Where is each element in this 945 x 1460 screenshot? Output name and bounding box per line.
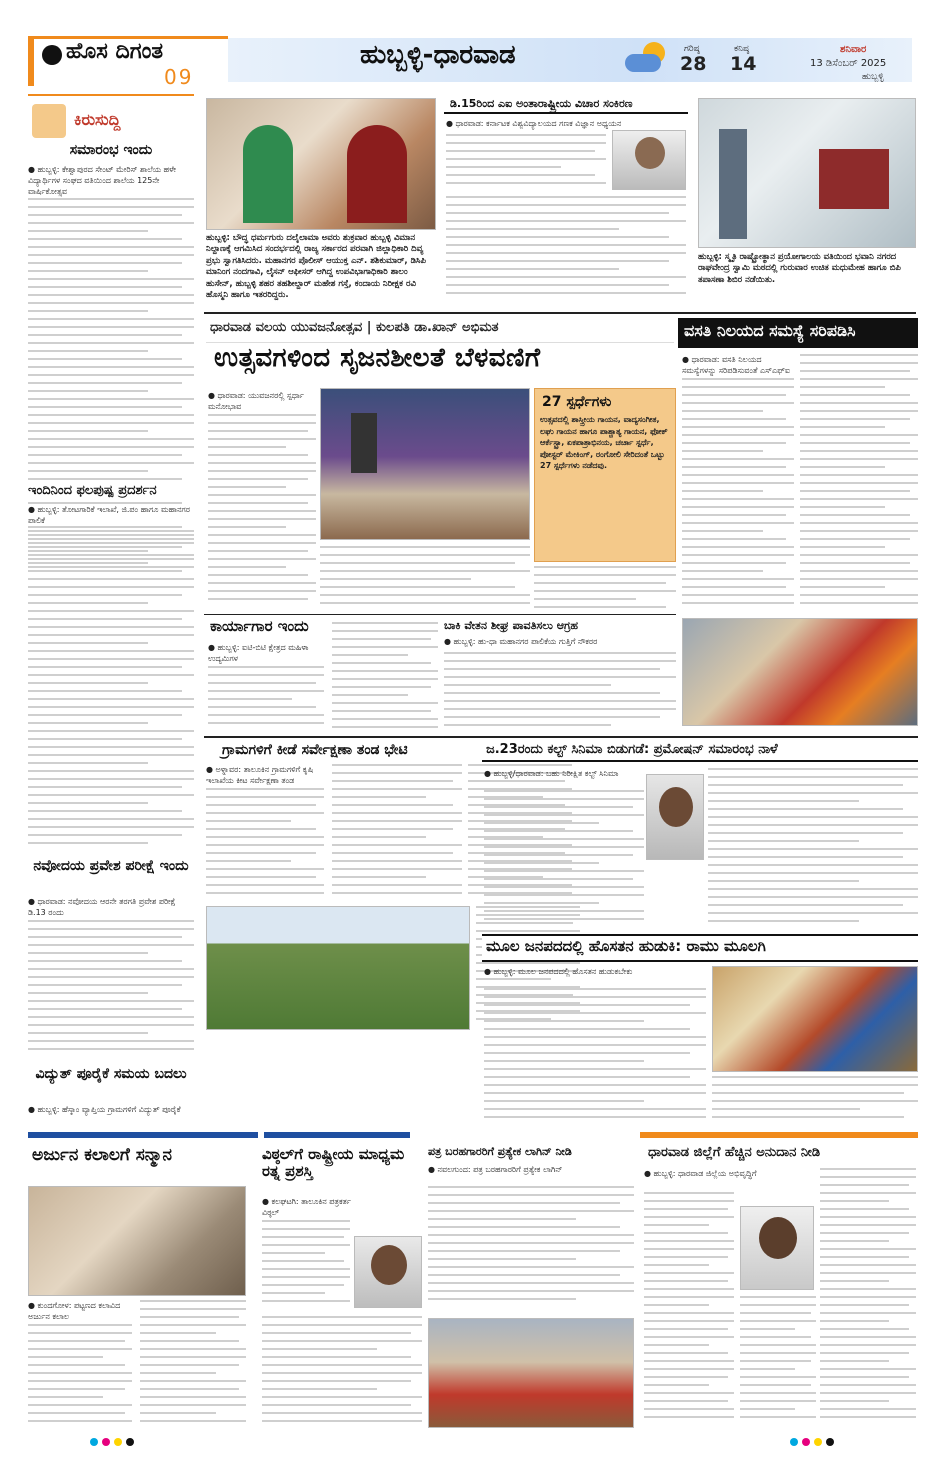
section-title: ಹುಬ್ಬಳ್ಳಿ-ಧಾರವಾಡ (360, 40, 516, 70)
arjuna-lead: ● ಕುಂದಗೋಳ: ಪಟ್ಟಣದ ಕಲಾವಿದ ಅರ್ಜುನ ಕಲಾಲ (28, 1301, 121, 1322)
vitthal-lead: ● ಕಲಘಟಗಿ: ತಾಲೂಕಿನ ಪತ್ರಕರ್ತ ವಿಠ್ಠಲ್ (262, 1197, 351, 1218)
survey-col-1 (206, 788, 324, 904)
max-temp-label: ಗರಿಷ್ಠ (684, 44, 700, 54)
registration-marks (90, 1438, 850, 1452)
conference-body (446, 134, 606, 192)
workshop-lead: ● ಹುಬ್ಬಳ್ಳಿ: ಐಟಿ-ಬಿಟಿ ಕ್ಷೇತ್ರದ ಮಹಿಳಾ ಉದ್ಯಮಿಗಳ (208, 643, 309, 664)
brief-title-2: ಇಂದಿನಿಂದ ಫಲಪುಷ್ಪ ಪ್ರದರ್ಶನ (28, 484, 194, 499)
brief-lead-2: ● ಹುಬ್ಬಳ್ಳಿ: ತೋಟಗಾರಿಕೆ ಇಲಾಖೆ, ಜಿ.ಪಂ ಹಾಗೂ ಮಹಾನಗರ ಪಾಲಿಕೆ (28, 504, 194, 526)
brief-lead-4: ● ಹುಬ್ಬಳ್ಳಿ: ಹೆಸ್ಕಾಂ ವ್ಯಾಪ್ತಿಯ ಗ್ರಾಮಗಳಿಗೆ ವಿದ್ಯುತ್ ಪೂರೈಕೆ (28, 1104, 194, 1115)
cinema-lead: ● ಹುಬ್ಬಳ್ಳಿ/ಧಾರವಾಡ: ಬಹು ನಿರೀಕ್ಷಿತ ಕಲ್ಟ್ ಸಿನಿಮಾ (484, 769, 619, 778)
photo-vitthal (354, 1236, 422, 1308)
hostel-lead: ● ಧಾರವಾಡ: ವಸತಿ ನಿಲಯದ ಸಮಸ್ಯೆಗಳನ್ನು ಸರಿಪಡಿಸುವಂತೆ ಎಸ್ಎಫ್ಐ (682, 355, 791, 376)
workshop-col-2 (332, 622, 438, 734)
min-temp-label: ಕನಿಷ್ಠ (734, 44, 750, 54)
photo-dalai-lama (206, 98, 436, 230)
workshop-col-1 (208, 666, 324, 734)
weather-icon (625, 42, 669, 76)
photo-grant (740, 1206, 814, 1290)
ramu-lead: ● ಹುಬ್ಬಳ್ಳಿ: ಮೂಲ ಜನಪದದಲ್ಲಿ ಹೊಸತನ ಹುಡುಕಬೇಕು (484, 967, 633, 976)
brief-title-1: ಸಮಾರಂಭ ಇಂದು (69, 142, 153, 158)
kirusuddi-label: ಕಿರುಸುದ್ದಿ (74, 110, 121, 129)
journalists-title: ಪತ್ರ ಬರಹಗಾರರಿಗೆ ಪ್ರತ್ಯೇಕ ಲಾಗಿನ್ ನೀಡಿ (428, 1145, 572, 1158)
logo-block (28, 36, 228, 89)
photo-health-caption: ಹುಬ್ಬಳ್ಳಿ: ಸ್ಮೃತಿ ರಾಷ್ಟ್ರೋತ್ಥಾನ ಪ್ರಯೋಗಾಲಯ ವತಿಯಿಂದ ಭವಾನಿ ನಗರದ ರಾಘವೇಂದ್ರ ಸ್ವಾಮಿ ಮಠದಲ್ಲಿ ಗುರುವಾರ ಉಚಿತ ಮಧುಮೇಹ ಹಾಗೂ ಬಿಪಿ ತಪಾಸಣಾ ಶಿಬಿರ ನಡೆಯಿತು. (698, 252, 901, 285)
cinema-col-1 (484, 790, 644, 930)
hostel-col-2 (800, 354, 918, 614)
hostel-title: ವಸತಿ ನಿಲಯದ ಸಮಸ್ಯೆ ಸರಿಪಡಿಸಿ (684, 321, 856, 340)
day-name: ಶನಿವಾರ (840, 44, 867, 55)
grant-lead: ● ಹುಬ್ಬಳ್ಳಿ: ಧಾರವಾಡ ಜಿಲ್ಲೆಯ ಅಭಿವೃದ್ಧಿಗೆ (644, 1169, 757, 1178)
photo-cinema-actor (646, 774, 704, 860)
photo-health-camp (698, 98, 916, 248)
photo-ramu-event (712, 966, 918, 1072)
kirusuddi-column (28, 94, 194, 1130)
hand-icon (32, 104, 66, 138)
photo-survey-field (206, 906, 470, 1030)
divider-2 (204, 736, 918, 738)
photo-arjuna (28, 1186, 246, 1296)
divider-top (204, 312, 916, 314)
grant-title: ಧಾರವಾಡ ಜಿಲ್ಲೆಗೆ ಹೆಚ್ಚಿನ ಅನುದಾನ ನೀಡಿ (648, 1145, 821, 1160)
conference-title: ಡಿ.15ರಿಂದ ಎಐ ಅಂತಾರಾಷ್ಟ್ರೀಯ ವಿಚಾರ ಸಂಕಿರಣ (450, 97, 633, 110)
brief-lead-1: ● ಹುಬ್ಬಳ್ಳಿ: ಕೇಶ್ವಾಪುರದ ಸೇಂಟ್ ಮೇರಿಸ್ ಶಾಲೆಯ ಹಳೇ ವಿದ್ಯಾರ್ಥಿಗಳ ಸಂಘದ ವತಿಯಿಂದ ಶಾಲೆಯ 125ನೇ ವಾರ್ಷಿಕೋತ್ಸವ (28, 165, 177, 197)
grant-col-2 (820, 1168, 916, 1428)
arjuna-col-1 (28, 1324, 132, 1428)
youth-col-2 (320, 546, 530, 610)
youth-box-title: 27 ಸ್ಪರ್ಧೆಗಳು (542, 394, 612, 410)
arrears-lead: ● ಹುಬ್ಬಳ್ಳಿ: ಹು-ಧಾ ಮಹಾನಗರ ಪಾಲಿಕೆಯ ಗುತ್ತಿಗೆ ನೌಕರರ (444, 637, 598, 646)
date-line: 13 ಡಿಸೆಂಬರ್ 2025 (810, 58, 887, 69)
brief-body-2 (28, 530, 194, 850)
bottom-bar-blue-2 (264, 1132, 410, 1138)
youth-col-3 (534, 566, 676, 610)
bottom-bar-orange (640, 1132, 918, 1138)
photo-youth-stage (320, 388, 530, 540)
photo-journalists (428, 1318, 634, 1428)
journalists-lead: ● ನವಲಗುಂದ: ಪತ್ರ ಬರಹಗಾರರಿಗೆ ಪ್ರತ್ಯೇಕ ಲಾಗಿನ್ (428, 1165, 563, 1174)
survey-col-2 (332, 764, 462, 904)
max-temp: 28 (680, 53, 707, 75)
bottom-bar-blue-1 (28, 1132, 258, 1138)
photo-hostel-protest (682, 618, 918, 726)
survey-title: ಗ್ರಾಮಗಳಿಗೆ ಕೀಡೆ ಸರ್ವೇಕ್ಷಣಾ ತಂಡ ಭೇಟಿ (222, 742, 408, 758)
brief-title-3: ನವೋದಯ ಪ್ರವೇಶ ಪರೀಕ್ಷೆ ಇಂದು (28, 858, 194, 874)
youth-lead: ● ಧಾರವಾಡ: ಯುವಜನರಲ್ಲಿ ಸ್ಪರ್ಧಾ ಮನೋಭಾವ (208, 391, 304, 412)
conference-portrait (612, 130, 686, 190)
vitthal-col-2 (262, 1316, 422, 1428)
arjuna-title: ಅರ್ಜುನ ಕಲಾಲಗೆ ಸನ್ಮಾನ (32, 1145, 172, 1165)
page-number: 09 (164, 65, 194, 89)
cinema-col-2 (708, 768, 918, 930)
photo-dalai-caption: ಹುಬ್ಬಳ್ಳಿ: ಬೌದ್ಧ ಧರ್ಮಗುರು ದಲೈಲಾಮಾ ಅವರು ಶುಕ್ರವಾರ ಹುಬ್ಬಳ್ಳಿ ವಿಮಾನ ನಿಲ್ದಾಣಕ್ಕೆ ಆಗಮಿಸಿದ ಸಂದರ್ಭದಲ್ಲಿ ರಾಜ್ಯ ಸರ್ಕಾರದ ಪರವಾಗಿ ಜಿಲ್ಲಾಧಿಕಾರಿ ದಿವ್ಯ ಪ್ರಭು ಸ್ವಾಗತಿಸಿದರು. ಮಹಾನಗರ ಪೊಲೀಸ್ ಆಯುಕ್ತ ಎನ್. ಶಶಿಕುಮಾರ್, ಡಿಸಿಪಿ ಮಾನಿಂಗ ನಂದಗಾವಿ, ಲೈಸನ್ ಆಫೀಸರ್ ಆಗಿದ್ದ ಉಪವಿಭಾಗಾಧಿಕಾರಿ ಶಾಲಂ ಹುಸೇನ್, ಹುಬ್ಬಳ್ಳಿ ಶಹರ ತಹಶೀಲ್ದಾರ್ ಮಹೇಶ ಗಸ್ತೆ, ಕಂದಾಯ ನಿರೀಕ್ಷಕ ರವಿ ಹೊಸ್ಮನಿ ಹಾಗೂ ಇತರರಿದ್ದರು. (206, 233, 426, 301)
vitthal-col-1 (262, 1220, 350, 1312)
vitthal-title: ವಿಠ್ಠಲ್‌ಗೆ ರಾಷ್ಟ್ರೀಯ ಮಾಧ್ಯಮ ರತ್ನ ಪ್ರಶಸ್ತಿ (262, 1145, 405, 1181)
masthead (0, 0, 945, 92)
arrears-body (444, 652, 676, 736)
youth-box-text: ಉತ್ಸವದಲ್ಲಿ ಶಾಸ್ತ್ರೀಯ ಗಾಯನ, ವಾದ್ಯಸಂಗೀತ, ಲಘು ಗಾಯನ ಹಾಗೂ ಪಾಶ್ಚಾತ್ಯ ಗಾಯನ, ಫೋಕ್ ಆರ್ಕೆಸ್ಟ್ರಾ, ಏಕಪಾತ್ರಾಭಿನಯ, ಚರ್ಚಾ ಸ್ಪರ್ಧೆ, ಪೋಸ್ಟರ್ ಮೇಕಿಂಗ್, ರಂಗೋಲಿ ಸೇರಿದಂತೆ ಒಟ್ಟು 27 ಸ್ಪರ್ಧೆಗಳು ನಡೆದವು. (540, 415, 668, 471)
brief-lead-3: ● ಧಾರವಾಡ: ನವೋದಯ ಆರನೇ ತರಗತಿ ಪ್ರವೇಶ ಪರೀಕ್ಷೆ ಡಿ.13 ರಂದು (28, 897, 176, 918)
ramu-title: ಮೂಲ ಜನಪದದಲ್ಲಿ ಹೊಸತನ ಹುಡುಕಿ: ರಾಮು ಮೂಲಗಿ (486, 937, 766, 955)
survey-lead: ● ಅಳ್ನಾವರ: ತಾಲೂಕಿನ ಗ್ರಾಮಗಳಿಗೆ ಕೃಷಿ ಇಲಾಖೆಯ ಕೀಟ ಸರ್ವೇಕ್ಷಣಾ ತಂಡ (206, 765, 314, 786)
min-temp: 14 (730, 53, 757, 75)
logo-text: ಹೊಸ ದಿಗಂತ (66, 39, 164, 64)
grant-col-3 (740, 1296, 816, 1428)
divider-mid (204, 614, 676, 615)
logo-emblem-icon (42, 45, 62, 65)
ramu-col-1 (484, 988, 706, 1126)
youth-kicker: ಧಾರವಾಡ ವಲಯ ಯುವಜನೋತ್ಸವ | ಕುಲಪತಿ ಡಾ.ಖಾನ್ ಅಭಿಮತ (210, 320, 499, 335)
conference-lead: ● ಧಾರವಾಡ: ಕರ್ನಾಟಕ ವಿಶ್ವವಿದ್ಯಾಲಯದ ಗಣಕ ವಿಜ್ಞಾನ ಅಧ್ಯಯನ (446, 119, 622, 128)
cinema-title: ಜ.23ರಂದು ಕಲ್ಟ್ ಸಿನಿಮಾ ಬಿಡುಗಡೆ: ಪ್ರಮೋಷನ್ ಸಮಾರಂಭ ನಾಳೆ (486, 742, 778, 757)
youth-headline: ಉತ್ಸವಗಳಿಂದ ಸೃಜನಶೀಲತೆ ಬೆಳವಣಿಗೆ (214, 343, 541, 373)
youth-col-1 (208, 414, 316, 610)
hostel-col-1 (682, 378, 794, 614)
grant-col-1 (644, 1192, 734, 1428)
arjuna-col-2 (140, 1300, 246, 1428)
ramu-col-2 (712, 1076, 918, 1126)
journalists-body (428, 1186, 634, 1312)
kirusuddi-badge (28, 94, 194, 140)
arrears-title: ಬಾಕಿ ವೇತನ ಶೀಘ್ರ ಪಾವತಿಸಲು ಆಗ್ರಹ (444, 619, 579, 632)
workshop-title: ಕಾರ್ಯಾಗಾರ ಇಂದು (210, 617, 309, 635)
brief-body-3 (28, 920, 194, 1054)
brief-title-4: ವಿದ್ಯುತ್ ಪೂರೈಕೆ ಸಮಯ ಬದಲು (28, 1066, 194, 1082)
conference-body-2 (446, 196, 686, 304)
city-line: ಹುಬ್ಬಳ್ಳಿ (862, 72, 884, 82)
